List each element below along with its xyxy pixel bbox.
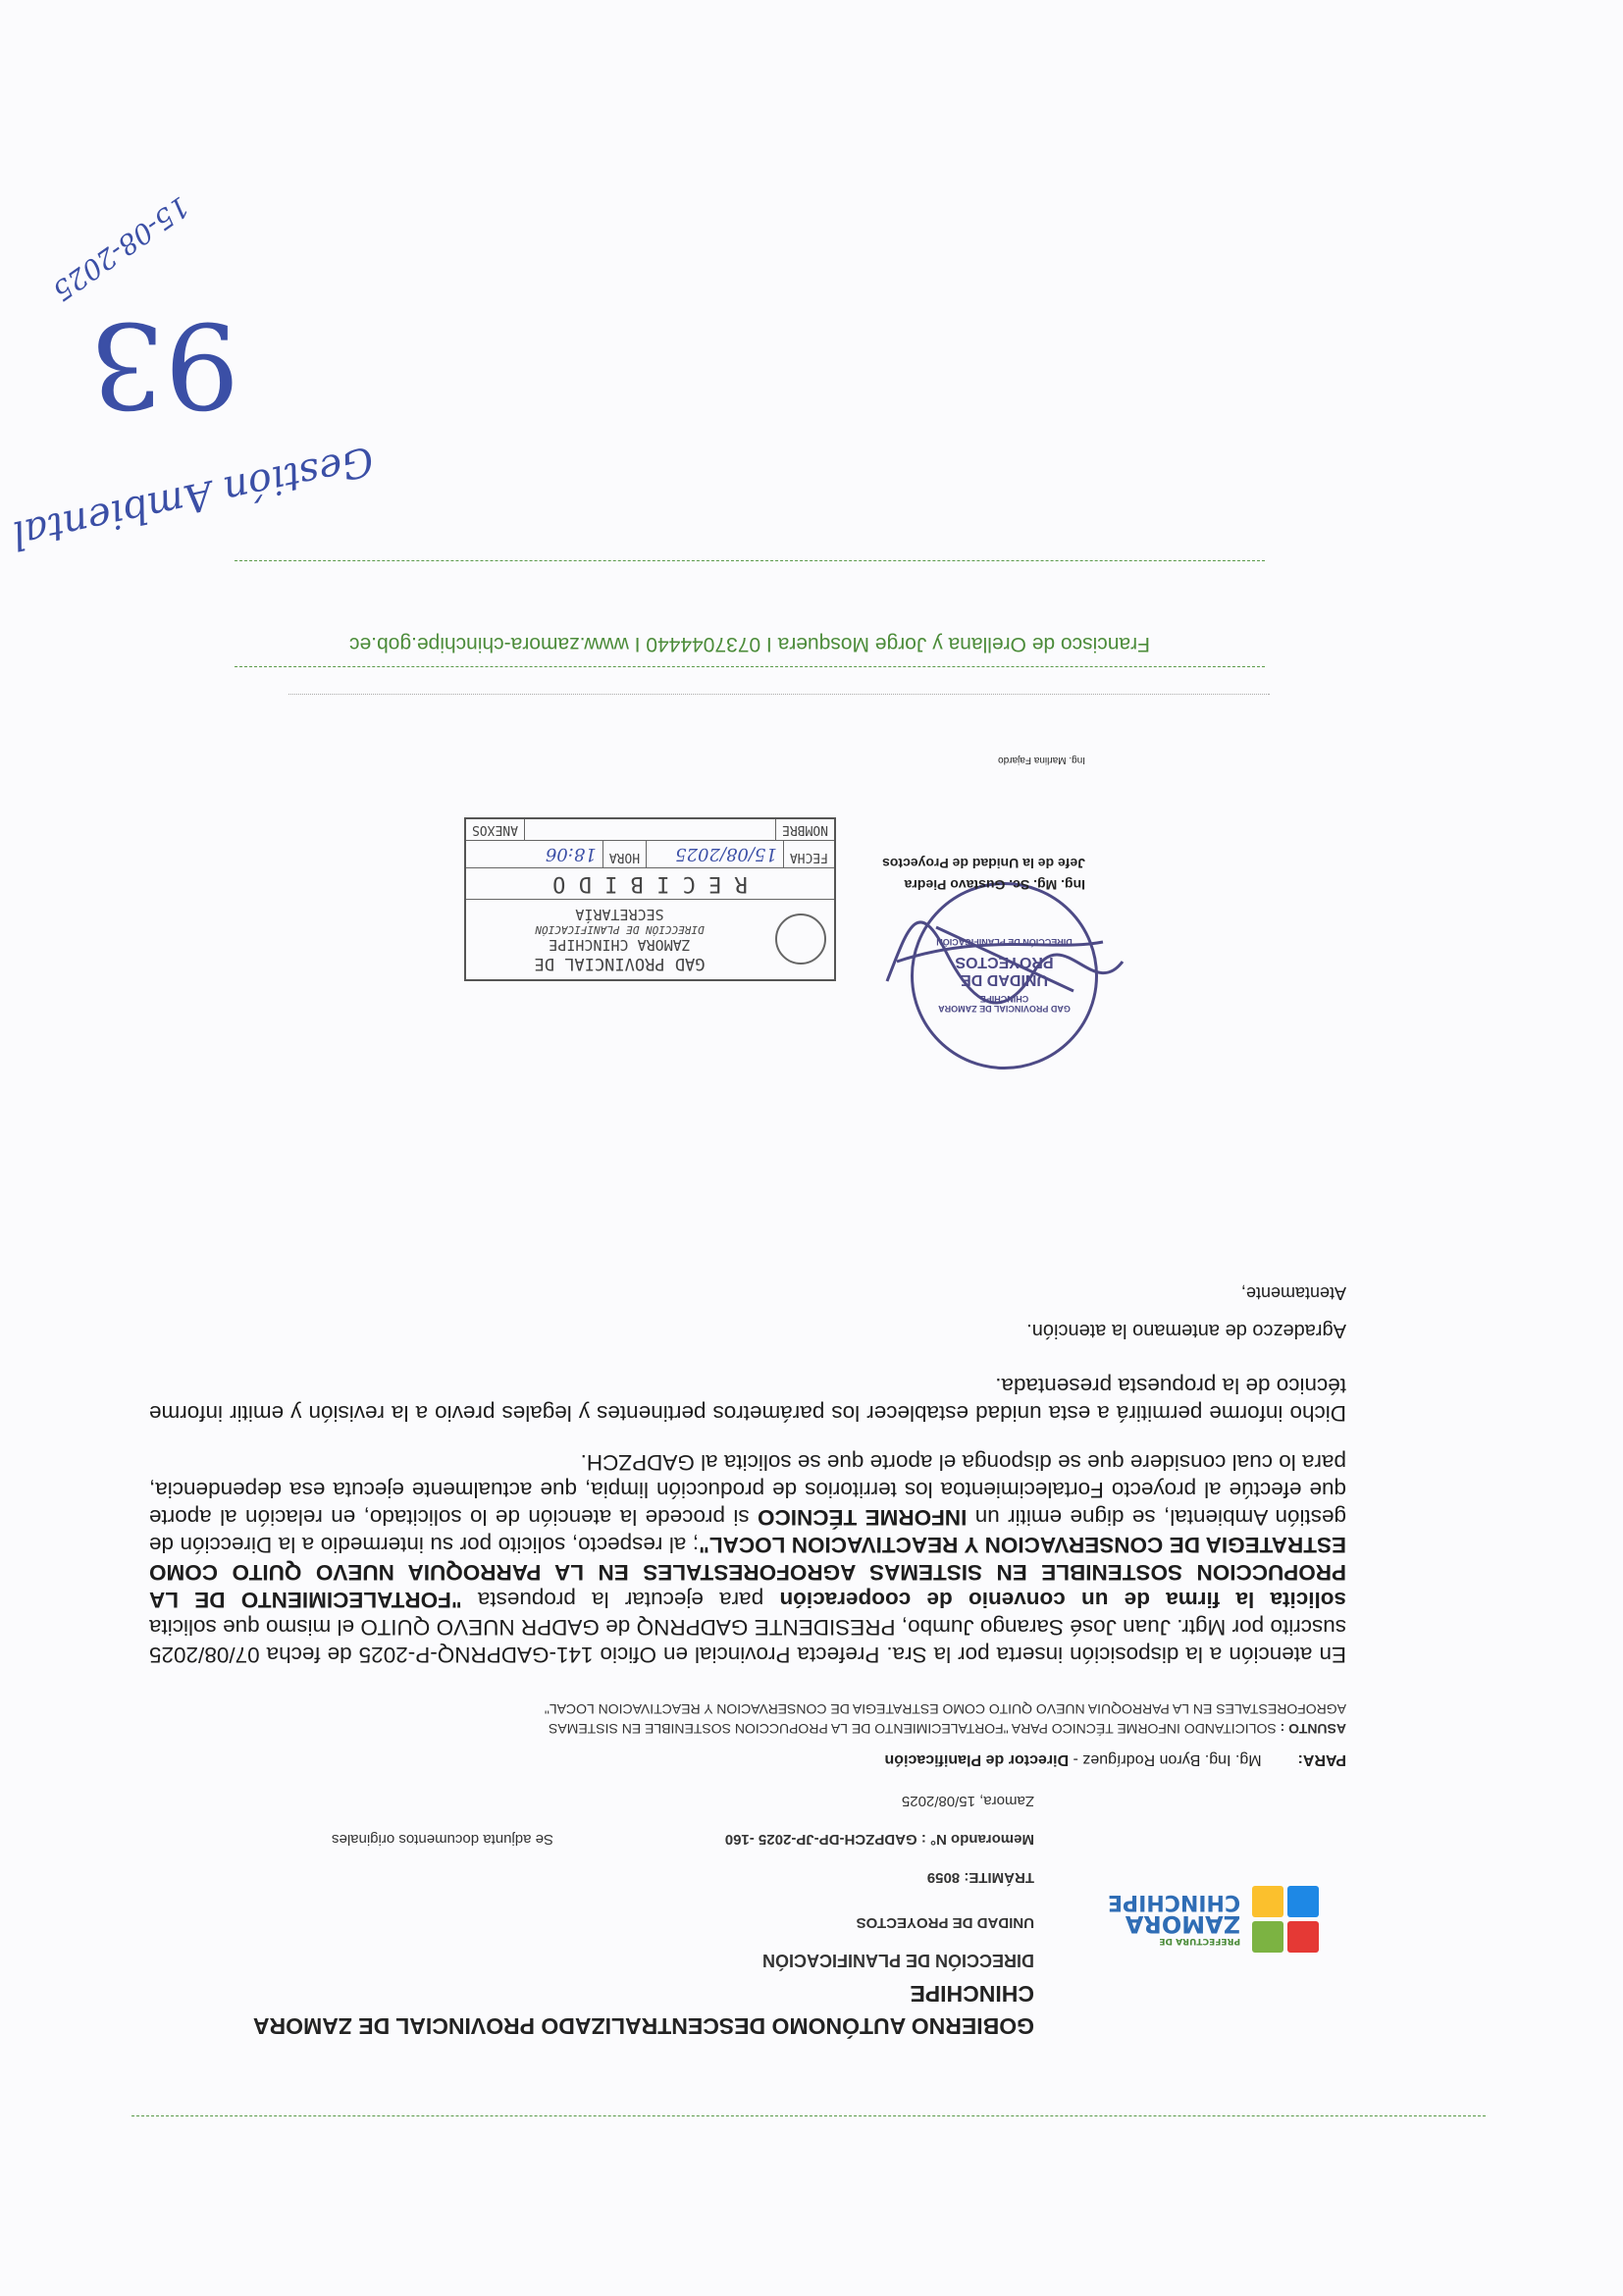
para-role: Director de Planificación <box>884 1751 1070 1768</box>
unit-name: UNIDAD DE PROYECTOS <box>856 1914 1034 1931</box>
para-line <box>884 1750 1346 1768</box>
stamp-inner-2: PROYECTOS <box>955 954 1054 971</box>
closing-line: Agradezco de antemano la atención. <box>1026 1320 1346 1341</box>
p1-part-e: ; al respecto, solicito por su intermedio a la Dirección de gestión Ambiental, se digne emitir un <box>149 1505 1346 1557</box>
received-line2: ZAMORA CHINCHIPE <box>549 936 691 954</box>
prefectura-logo <box>1108 1864 1319 1972</box>
received-title: R E C I B I D O <box>466 868 834 900</box>
footer-bottom-rule <box>235 560 1265 561</box>
received-stamp <box>464 817 836 981</box>
direction-name: DIRECCIÓN DE PLANIFICACIÓN <box>761 1951 1034 1970</box>
stamp-inner-1: UNIDAD DE <box>961 971 1048 989</box>
memo-number: Memorando N° : GADPZCH-DP-JP-2025 -160 <box>724 1831 1034 1848</box>
asunto-line2: AGROFORESTALES EN LA PARROQUIA NUEVO QUITO COMO ESTRATEGIA DE CONSERVACION Y REACTIVACION LOCAL" <box>544 1701 1346 1717</box>
gad-seal-icon <box>775 914 826 965</box>
handwritten-date: 15-08-2025 <box>46 189 195 308</box>
anexos-label: ANEXOS <box>472 822 518 837</box>
body-paragraph-1 <box>149 1448 1346 1668</box>
province-emblem-icon <box>1250 1884 1319 1953</box>
para-value: Mg. Ing. Byron Rodríguez - <box>1069 1751 1262 1768</box>
received-fecha-row <box>466 841 834 868</box>
p1-part-a: En atención a la disposición inserta por la Sra. Prefecta Provincial en Oficio 141-GADPRNQ-P-2025 de fecha 07/08/2025 suscrito por Mgtr. Juan José Sarango Jumbo, PRESIDENTE GADPRNQ de GADPR NUEVO QUITO el mismo que solicita <box>149 1615 1346 1667</box>
received-line1: GAD PROVINCIAL DE <box>534 954 706 973</box>
body-end-rule <box>288 694 1270 695</box>
footer-top-rule <box>235 666 1265 667</box>
logo-line1: ZAMORA <box>1125 1910 1241 1939</box>
stamp-inner-3: DIRECCIÓN DE PLANIFICACIÓN <box>936 937 1073 948</box>
hora-value: 18:06 <box>545 844 597 864</box>
header-separator <box>131 2115 1486 2116</box>
para-label: PARA: <box>1297 1751 1346 1768</box>
footer-address: Francisco de Orellana y Jorge Mosquera I 0737044440 I www.zamora-chinchipe.gob.ec <box>349 633 1150 655</box>
asunto-label: ASUNTO : <box>1280 1721 1346 1737</box>
tramite-number: TRÁMITE: 8059 <box>926 1869 1034 1886</box>
handwritten-note: Gestión Ambiental <box>8 437 378 558</box>
received-line4: SECRETARÍA <box>575 906 664 923</box>
signer-role: Jefe de la Unidad de Proyectos <box>882 856 1085 871</box>
institution-line1: GOBIERNO AUTÓNOMO DESCENTRALIZADO PROVINCIAL DE ZAMORA <box>252 2013 1034 2039</box>
p1-part-c: para ejecutar la propuesta <box>461 1588 780 1612</box>
asunto-line1: SOLICITANDO INFORME TÉCNICO PARA "FORTALECIMIENTO DE LA PROPUCCION SOSTENIBLE EN SISTEMAS <box>549 1721 1277 1737</box>
memo-body <box>149 1279 1346 1668</box>
attachments-note: Se adjunta documentos originales <box>332 1831 553 1848</box>
asunto-block <box>188 1699 1346 1739</box>
stamp-outer-text: GAD PROVINCIAL DE ZAMORA CHINCHIPE <box>938 994 1071 1015</box>
logo-small-text: PREFECTURA DE <box>1159 1936 1241 1947</box>
p1-part-g: si procede la atención de lo solicitado, en relación al aporte que efectúe al proyecto Fortalecimientoa los territorios de producción limpia, que actualmente ejecuta esa dependencia, para lo cual considere que se disponga el aporte que se solicita al GADPZCH. <box>148 1450 1346 1530</box>
p1-part-b: solicita la firma de un convenio de cooperación <box>779 1588 1346 1612</box>
logo-wordmark <box>1108 1892 1240 1946</box>
received-nombre-row <box>466 819 834 841</box>
p1-proposal-title: "FORTALECIMIENTO DE LA PROPUCCION SOSTENIBLE EN SISTEMAS AGROFORESTALES EN LA PARROQUIA NUEVO QUITO COMO ESTRATEGIA DE CONSERVACION Y REACTIVACION LOCAL" <box>149 1533 1346 1612</box>
signer-name: Ing. Mg. Sc. Gustavo Piedra <box>904 877 1085 893</box>
logo-line2: CHINCHIPE <box>1108 1890 1241 1915</box>
handwritten-number: 93 <box>89 295 239 432</box>
received-line3: DIRECCIÓN DE PLANIFICACIÓN <box>535 923 705 936</box>
institution-line2: CHINCHIPE <box>910 1981 1034 2007</box>
signature-scribble <box>877 903 1132 1020</box>
p1-informe-tecnico: INFORME TÉCNICO <box>757 1505 968 1530</box>
cc-note: Ing. Marlina Fajardo <box>998 755 1085 765</box>
regards-line: Atentamente, <box>1240 1283 1346 1303</box>
fecha-value: 15/08/2025 <box>646 841 783 867</box>
place-date: Zamora, 15/08/2025 <box>901 1793 1034 1809</box>
fecha-label: FECHA <box>783 841 834 867</box>
hora-label: HORA <box>602 841 646 867</box>
body-paragraph-2: Dicho informe permitirá a esta unidad establecer los parámetros pertinentes y legales previo a la revisión y emitir informe técnico de la propuesta presentada. <box>149 1374 1346 1426</box>
nombre-label: NOMBRE <box>775 819 834 840</box>
